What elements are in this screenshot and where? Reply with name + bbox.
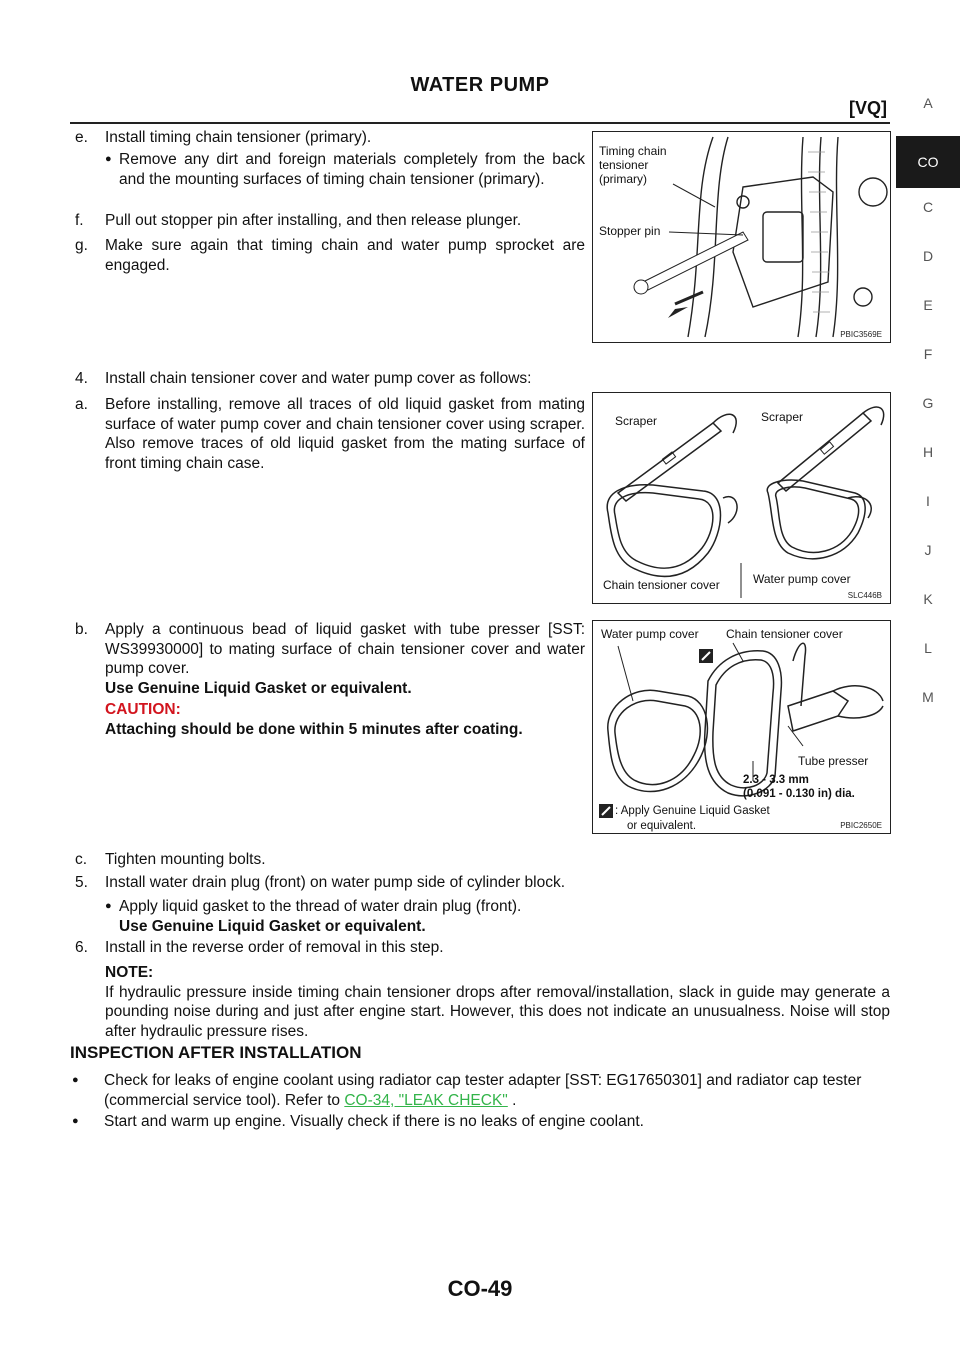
step-label: f. <box>75 212 84 229</box>
inspection-bullet-1-text: Check for leaks of engine coolant using radiator cap tester adapter [SST: EG17650301] and radiator cap tester (commercial service tool). Refer to <box>104 1072 862 1109</box>
bullet-icon: ● <box>72 1074 79 1086</box>
tab-k[interactable]: K <box>923 591 933 607</box>
step-label: a. <box>75 396 88 413</box>
fig3-label-apply-gasket: : Apply Genuine Liquid Gasket <box>615 805 770 817</box>
fig3-label-tube-presser: Tube presser <box>798 754 869 768</box>
step-e-bullet <box>105 150 585 189</box>
fig2-label-scraper-right: Scraper <box>761 410 804 424</box>
fig1-label-primary: (primary) <box>599 172 647 186</box>
header-rule <box>70 122 890 124</box>
step-5 <box>75 873 895 893</box>
caution-block <box>75 700 585 739</box>
step-label: g. <box>75 237 88 254</box>
step-e <box>75 128 585 148</box>
fig1-label-tensioner: tensioner <box>599 158 649 172</box>
step-f <box>75 211 585 231</box>
note-title: NOTE: <box>105 964 154 981</box>
inspection-bullet-1-end: . <box>512 1091 517 1109</box>
bullet-text: Remove any dirt and foreign materials completely from the back and the mounting surfaces of timing chain tensioner (primary). <box>119 151 585 188</box>
step-label: c. <box>75 851 88 868</box>
page-title: WATER PUMP <box>410 74 550 96</box>
inspection-heading: INSPECTION AFTER INSTALLATION <box>70 1043 362 1062</box>
bullet-bold: Use Genuine Liquid Gasket or equivalent. <box>119 917 426 935</box>
fig3-label-chain-tensioner-cover: Chain tensioner cover <box>726 627 843 641</box>
figure-scraper <box>592 392 891 604</box>
tab-h[interactable]: H <box>922 444 934 460</box>
step-text: Install chain tensioner cover and water pump cover as follows: <box>105 370 532 387</box>
step-text: Before installing, remove all traces of old liquid gasket from mating surface of water pump cover and chain tensioner cover using scraper. Also remove traces of old liquid gasket from the mating surface of front timing chain case. <box>105 396 585 472</box>
section-tabs <box>896 86 960 729</box>
fig1-id: PBIC3569E <box>840 330 882 339</box>
inspection-bullet-2 <box>72 1112 890 1132</box>
bullet-icon: ● <box>105 900 112 912</box>
fig1-label-timing-chain: Timing chain <box>599 144 667 158</box>
tab-l[interactable]: L <box>924 640 932 656</box>
fig2-label-scraper-left: Scraper <box>615 414 658 428</box>
fig3-label-or-equivalent: or equivalent. <box>627 820 697 832</box>
step-label: 4. <box>75 370 88 387</box>
step-text: Install in the reverse order of removal in this step. <box>105 939 444 956</box>
fig3-label-water-pump-cover: Water pump cover <box>601 627 699 641</box>
bullet-text: Apply liquid gasket to the thread of water drain plug (front). <box>119 898 522 915</box>
step-label: b. <box>75 621 88 638</box>
tab-a[interactable]: A <box>923 95 933 111</box>
tube-presser-illustration <box>593 621 890 833</box>
step-text: Pull out stopper pin after installing, and then release plunger. <box>105 212 522 229</box>
leak-check-link[interactable]: CO-34, "LEAK CHECK" <box>344 1091 508 1109</box>
figure-tube-presser <box>592 620 891 834</box>
tab-j[interactable]: J <box>924 542 932 558</box>
fig2-label-chain-tensioner-cover: Chain tensioner cover <box>603 578 720 592</box>
fig2-label-water-pump-cover: Water pump cover <box>753 572 851 586</box>
fig3-label-bead-size-mm: 2.3 - 3.3 mm <box>743 774 809 786</box>
tab-g[interactable]: G <box>922 395 934 411</box>
step-text: Tighten mounting bolts. <box>105 851 266 868</box>
tab-c[interactable]: C <box>922 199 934 215</box>
fig3-id: PBIC2650E <box>840 821 882 830</box>
step-6 <box>75 938 895 958</box>
tab-m[interactable]: M <box>922 689 934 705</box>
fig2-id: SLC446B <box>847 591 882 600</box>
step-label: 5. <box>75 874 88 891</box>
step-text: Apply a continuous bead of liquid gasket with tube presser [SST: WS39930000] to mating surface of chain tensioner cover and water pump cover. <box>105 621 585 677</box>
caution-text: Attaching should be done within 5 minutes after coating. <box>105 720 523 738</box>
inspection-bullet-1 <box>72 1071 890 1110</box>
step-4 <box>75 369 585 389</box>
page-number: CO-49 <box>447 1276 513 1301</box>
fig3-label-bead-size-in: (0.091 - 0.130 in) dia. <box>743 788 855 800</box>
tab-f[interactable]: F <box>923 346 933 362</box>
tab-co[interactable]: CO <box>896 136 960 188</box>
step-5-bullet <box>105 897 885 936</box>
step-a <box>75 395 585 473</box>
tab-e[interactable]: E <box>923 297 933 313</box>
bullet-icon: ● <box>105 153 112 165</box>
step-text: Install water drain plug (front) on water pump side of cylinder block. <box>105 874 566 891</box>
fig1-label-stopper-pin: Stopper pin <box>599 224 661 238</box>
caution-title: CAUTION: <box>105 701 181 718</box>
step-c <box>75 850 585 870</box>
step-text: Install timing chain tensioner (primary). <box>105 129 372 146</box>
step-label: e. <box>75 129 88 146</box>
step-b-bold: Use Genuine Liquid Gasket or equivalent. <box>105 679 412 697</box>
step-b <box>75 620 585 698</box>
step-text: Make sure again that timing chain and water pump sprocket are engaged. <box>105 237 585 274</box>
inspection-bullet-2-text: Start and warm up engine. Visually check if there is no leaks of engine coolant. <box>104 1113 644 1130</box>
tab-i[interactable]: I <box>926 493 930 509</box>
step-g <box>75 236 585 275</box>
step-label: 6. <box>75 939 88 956</box>
note-block <box>75 963 890 1041</box>
figure-timing-chain-tensioner <box>592 131 891 343</box>
page-subtitle: [VQ] <box>849 98 887 118</box>
note-text: If hydraulic pressure inside timing chain tensioner drops after removal/installation, slack in guide may generate a pounding noise during and just after engine start. However, this does not indicate an unusualness. Noise will stop after hydraulic pressure rises. <box>105 983 890 1040</box>
tab-d[interactable]: D <box>922 248 934 264</box>
bullet-icon: ● <box>72 1115 79 1127</box>
